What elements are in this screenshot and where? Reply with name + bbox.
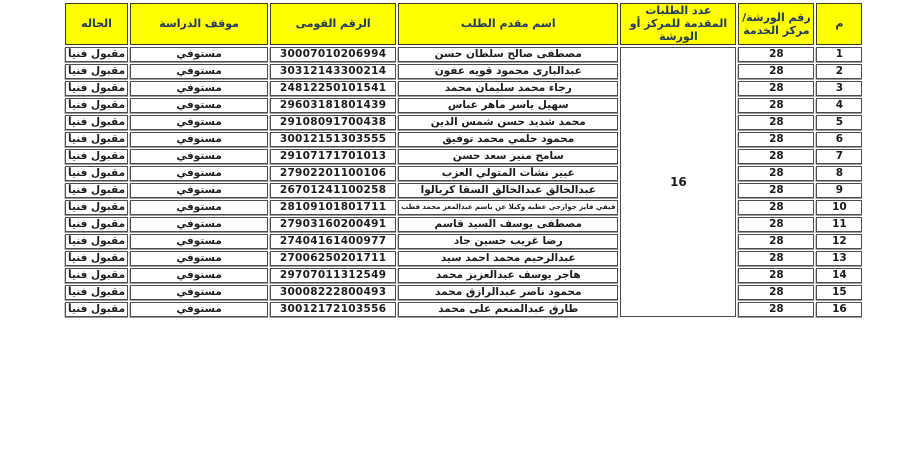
header-row <box>65 3 862 45</box>
header-applicant-name: اسم مقدم الطلب <box>398 3 618 45</box>
workshop-number-cell: 28 <box>738 166 814 181</box>
national-id-cell: 30012151303555 <box>270 132 396 147</box>
row-index-cell: 3 <box>816 81 862 96</box>
status-cell: مقبول فنيأ <box>65 166 128 181</box>
row-index-cell: 4 <box>816 98 862 113</box>
applicant-name-cell: محمود حلمي محمد توفيق <box>398 132 618 147</box>
status-cell: مقبول فنيأ <box>65 64 128 79</box>
national-id-cell: 30312143300214 <box>270 64 396 79</box>
national-id-cell: 27903160200491 <box>270 217 396 232</box>
header-index: م <box>816 3 862 45</box>
table-row <box>65 302 862 317</box>
national-id-cell: 30012172103556 <box>270 302 396 317</box>
row-index-cell: 12 <box>816 234 862 249</box>
applicant-name-cell: محمد شديد حسن شمس الدين <box>398 115 618 130</box>
study-status-cell: مستوفي <box>130 81 268 96</box>
row-index-cell: 14 <box>816 268 862 283</box>
row-index-cell: 13 <box>816 251 862 266</box>
row-index-cell: 16 <box>816 302 862 317</box>
workshop-number-cell: 28 <box>738 234 814 249</box>
national-id-cell: 27404161400977 <box>270 234 396 249</box>
national-id-cell: 26701241100258 <box>270 183 396 198</box>
row-index-cell: 11 <box>816 217 862 232</box>
workshop-number-cell: 28 <box>738 285 814 300</box>
table-row <box>65 47 862 62</box>
national-id-cell: 29107171701013 <box>270 149 396 164</box>
national-id-cell: 29603181801439 <box>270 98 396 113</box>
row-index-cell: 2 <box>816 64 862 79</box>
table-row <box>65 200 862 215</box>
national-id-cell: 29707011312549 <box>270 268 396 283</box>
status-cell: مقبول فنيأ <box>65 183 128 198</box>
status-cell: مقبول فنيأ <box>65 149 128 164</box>
status-cell: مقبول فنيأ <box>65 115 128 130</box>
applicant-name-cell: رجاء محمد سليمان محمد <box>398 81 618 96</box>
study-status-cell: مستوفي <box>130 268 268 283</box>
national-id-cell: 29108091700438 <box>270 115 396 130</box>
applicant-name-cell: عبدالبارى محمود قويه عفون <box>398 64 618 79</box>
workshop-number-cell: 28 <box>738 149 814 164</box>
workshop-number-cell: 28 <box>738 47 814 62</box>
workshop-number-cell: 28 <box>738 115 814 130</box>
applications-table-container <box>63 1 864 319</box>
applicant-name-cell: سامح منير سعد حسن <box>398 149 618 164</box>
table-row <box>65 98 862 113</box>
workshop-number-cell: 28 <box>738 302 814 317</box>
applicant-name-cell: عبدالخالق عبدالخالق السقا كريالوا <box>398 183 618 198</box>
applicant-name-cell: عبدالرحيم محمد احمد سيد <box>398 251 618 266</box>
status-cell: مقبول فنيأ <box>65 251 128 266</box>
national-id-cell: 30007010206994 <box>270 47 396 62</box>
study-status-cell: مستوفي <box>130 166 268 181</box>
status-cell: مقبول فنيأ <box>65 268 128 283</box>
row-index-cell: 9 <box>816 183 862 198</box>
workshop-number-cell: 28 <box>738 251 814 266</box>
workshop-number-cell: 28 <box>738 200 814 215</box>
workshop-number-cell: 28 <box>738 64 814 79</box>
header-status: الحاله <box>65 3 128 45</box>
table-row <box>65 251 862 266</box>
study-status-cell: مستوفي <box>130 64 268 79</box>
applicant-name-cell: محمود ناصر عبدالرازق محمد <box>398 285 618 300</box>
study-status-cell: مستوفي <box>130 149 268 164</box>
national-id-cell: 30008222800493 <box>270 285 396 300</box>
workshop-number-cell: 28 <box>738 81 814 96</box>
table-row <box>65 81 862 96</box>
applications-table <box>63 1 864 319</box>
status-cell: مقبول فنيأ <box>65 200 128 215</box>
table-row <box>65 132 862 147</box>
workshop-number-cell: 28 <box>738 132 814 147</box>
applications-total-cell: 16 <box>620 47 736 317</box>
workshop-number-cell: 28 <box>738 183 814 198</box>
applicant-name-cell: مصطفى صالح سلطان حسن <box>398 47 618 62</box>
study-status-cell: مستوفي <box>130 132 268 147</box>
table-row <box>65 285 862 300</box>
header-applications-count: عدد الطلبات المقدمة للمركز أو الورشة <box>620 3 736 45</box>
study-status-cell: مستوفي <box>130 183 268 198</box>
status-cell: مقبول فنيأ <box>65 302 128 317</box>
table-row <box>65 268 862 283</box>
study-status-cell: مستوفي <box>130 217 268 232</box>
row-index-cell: 15 <box>816 285 862 300</box>
row-index-cell: 6 <box>816 132 862 147</box>
applicant-name-cell: سهيل ياسر ماهر عباس <box>398 98 618 113</box>
national-id-cell: 27006250201711 <box>270 251 396 266</box>
table-row <box>65 234 862 249</box>
status-cell: مقبول فنيأ <box>65 81 128 96</box>
row-index-cell: 1 <box>816 47 862 62</box>
header-national-id: الرقم القومى <box>270 3 396 45</box>
table-row <box>65 166 862 181</box>
study-status-cell: مستوفي <box>130 302 268 317</box>
study-status-cell: مستوفي <box>130 251 268 266</box>
applicant-name-cell: طارق عبدالمنعم على محمد <box>398 302 618 317</box>
study-status-cell: مستوفي <box>130 47 268 62</box>
table-row <box>65 149 862 164</box>
row-index-cell: 8 <box>816 166 862 181</box>
study-status-cell: مستوفي <box>130 234 268 249</box>
header-workshop-number: رقم الورشة/ مركز الخدمة <box>738 3 814 45</box>
national-id-cell: 24812250101541 <box>270 81 396 96</box>
status-cell: مقبول فنيأ <box>65 285 128 300</box>
row-index-cell: 10 <box>816 200 862 215</box>
table-row <box>65 217 862 232</box>
table-row <box>65 64 862 79</box>
status-cell: مقبول فنيأ <box>65 98 128 113</box>
study-status-cell: مستوفي <box>130 285 268 300</box>
status-cell: مقبول فنيأ <box>65 132 128 147</box>
study-status-cell: مستوفي <box>130 98 268 113</box>
status-cell: مقبول فنيأ <box>65 234 128 249</box>
status-cell: مقبول فنيأ <box>65 47 128 62</box>
table-row <box>65 183 862 198</box>
table-header <box>65 3 862 45</box>
applicant-name-cell: رضا غريب حسين جاد <box>398 234 618 249</box>
applicant-name-cell: مصطفى يوسف السيد قاسم <box>398 217 618 232</box>
table-row <box>65 115 862 130</box>
row-index-cell: 5 <box>816 115 862 130</box>
status-cell: مقبول فنيأ <box>65 217 128 232</box>
workshop-number-cell: 28 <box>738 98 814 113</box>
row-index-cell: 7 <box>816 149 862 164</box>
workshop-number-cell: 28 <box>738 268 814 283</box>
national-id-cell: 28109101801711 <box>270 200 396 215</box>
applicant-name-cell: عبير نشأت المتولي العزب <box>398 166 618 181</box>
national-id-cell: 27902201100106 <box>270 166 396 181</box>
table-body <box>65 47 862 317</box>
applicant-name-cell: فيفي فايز جوارجي عطيه وكيلا عن باسم عبدالمعز محمد قطب <box>398 200 618 215</box>
header-study-status: موقف الدراسة <box>130 3 268 45</box>
workshop-number-cell: 28 <box>738 217 814 232</box>
applicant-name-cell: هاجر يوسف عبدالعزيز محمد <box>398 268 618 283</box>
study-status-cell: مستوفي <box>130 115 268 130</box>
study-status-cell: مستوفي <box>130 200 268 215</box>
